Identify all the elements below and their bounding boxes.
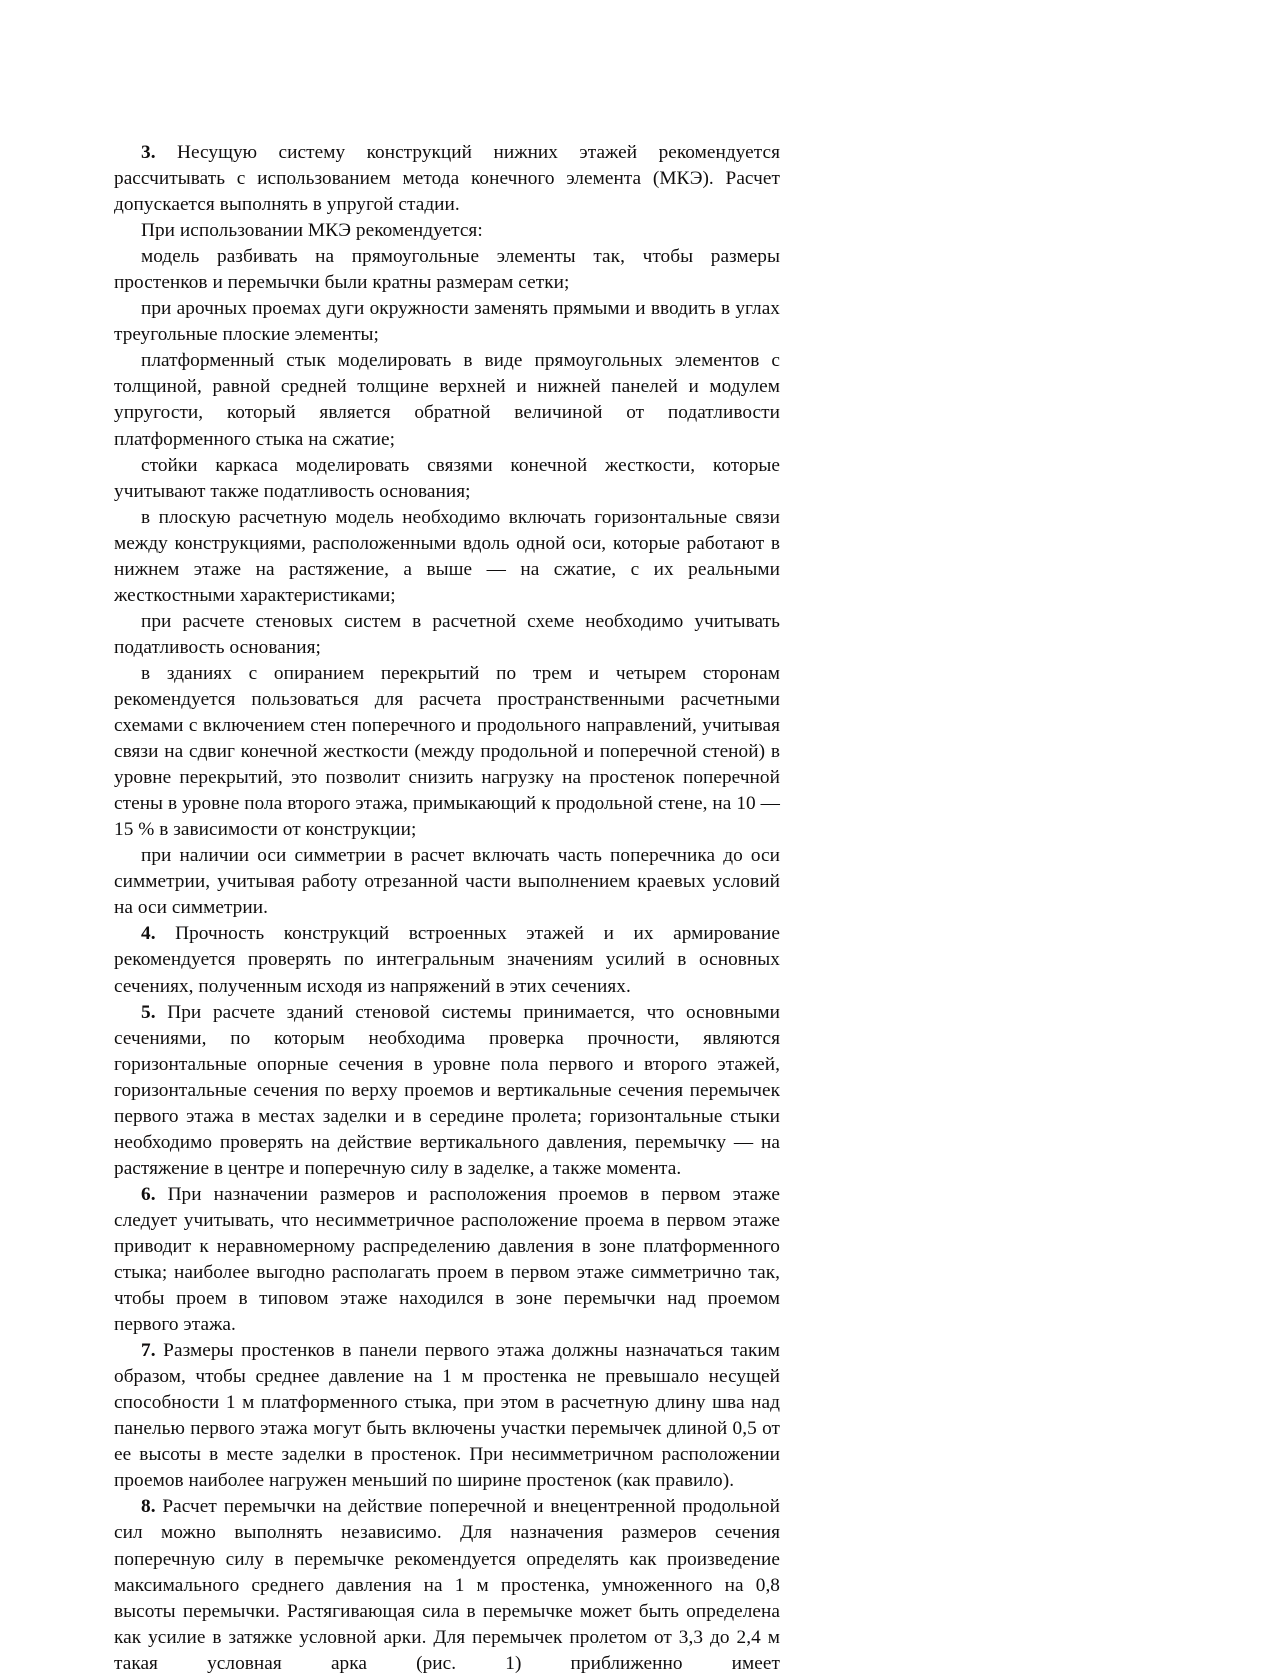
paragraph-horizontal-ties — [114, 505, 780, 609]
paragraph-arch-openings — [114, 296, 780, 348]
paragraph-body-frame-posts: стойки каркаса моделировать связями конечной жесткости, которые учитывают также податливость основания; — [114, 454, 780, 502]
paragraph-number-4: 4. — [141, 923, 156, 945]
paragraph-body-7: Размеры простенков в панели первого этажа должны назначаться таким образом, чтобы среднее давление на 1 м простенка не превышало несущей способности 1 м платформенного стыка, при этом в расчетную длину шва над панелью первого этажа могут быть включены участки перемычек длиной 0,5 от ее высоты в месте заделки в простенок. При несимметричном расположении проемов наиболее нагружен меньший по ширине простенок (как правило). — [114, 1340, 780, 1492]
document-text-column — [114, 140, 780, 1677]
paragraph-number-7: 7. — [141, 1340, 156, 1362]
paragraph-3 — [114, 140, 780, 218]
paragraph-number-3: 3. — [141, 142, 156, 163]
paragraph-7 — [114, 1338, 780, 1494]
paragraph-body-platform-joint: платформенный стык моделировать в виде прямоугольных элементов с толщиной, равной средней толщине верхней и нижней панелей и модулем упругости, который является обратной величиной от податливости платформенного стыка на сжатие; — [114, 350, 780, 450]
paragraph-5 — [114, 1000, 780, 1182]
paragraph-body-8: Расчет перемычки на действие поперечной и внецентренной продольной сил можно выполнять независимо. Для назначения размеров сечения поперечную силу в перемычке рекомендуется определять как произведение максимального среднего давления на 1 м простенка, умноженного на 0,8 высоты перемычки. Растягивающая сила в перемычке может быть определена как усилие в затяжке условной арки. Для перемычек пролетом от 3,3 до 2,4 м такая условная арка (рис. 1) приближенно имеет — [114, 1496, 780, 1674]
paragraph-platform-joint — [114, 348, 780, 452]
paragraph-6 — [114, 1182, 780, 1338]
paragraph-body-spatial-schemes: в зданиях с опиранием перекрытий по трем и четырем сторонам рекомендуется пользоваться для расчета пространственными расчетными схемами с включением стен поперечного и продольного направлений, учитывая связи на сдвиг конечной жесткости (между продольной и поперечной стеной) в уровне перекрытий, это позволит снизить нагрузку на простенок поперечной стены в уровне пола второго этажа, примыкающий к продольной стене, на 10 — 15 % в зависимости от конструкции; — [114, 662, 780, 841]
paragraph-symmetry-axis — [114, 843, 780, 921]
paragraph-body-5: При расчете зданий стеновой системы принимается, что основными сечениями, по которым необходима проверка прочности, являются горизонтальные опорные сечения в уровне пола первого и второго этажей, горизонтальные сечения по верху проемов и вертикальные сечения перемычек первого этажа в местах заделки и в середине пролета; горизонтальные стыки необходимо проверять на действие вертикального давления, перемычку — на растяжение в центре и поперечную силу в заделке, а также момента. — [114, 1001, 780, 1179]
paragraph-mke-intro — [114, 218, 780, 244]
paragraph-body-4: Прочность конструкций встроенных этажей и их армирование рекомендуется проверять по интегральным значениям усилий в основных сечениях, полученным исходя из напряжений в этих сечениях. — [114, 923, 780, 997]
paragraph-spatial-schemes — [114, 661, 780, 843]
paragraph-8 — [114, 1494, 780, 1676]
paragraph-model-grid — [114, 244, 780, 296]
paragraph-body-arch-openings: при арочных проемах дуги окружности заменять прямыми и вводить в углах треугольные плоские элементы; — [114, 298, 780, 346]
paragraph-body-wall-systems: при расчете стеновых систем в расчетной схеме необходимо учитывать податливость основания; — [114, 610, 780, 658]
paragraph-body-3: Несущую систему конструкций нижних этажей рекомендуется рассчитывать с использованием метода конечного элемента (МКЭ). Расчет допускается выполнять в упругой стадии. — [114, 142, 780, 216]
paragraph-body-mke-intro: При использовании МКЭ рекомендуется: — [141, 220, 483, 242]
paragraph-frame-posts — [114, 453, 780, 505]
paragraph-number-8: 8. — [141, 1496, 156, 1518]
paragraph-body-horizontal-ties: в плоскую расчетную модель необходимо включать горизонтальные связи между конструкциями, расположенными вдоль одной оси, которые работают в нижнем этаже на растяжение, а выше — на сжатие, с их реальными жесткостными характеристиками; — [114, 506, 780, 606]
paragraph-body-6: При назначении размеров и расположения проемов в первом этаже следует учитывать, что несимметричное расположение проема в первом этаже приводит к неравномерному распределению давления в зоне платформенного стыка; наиболее выгодно располагать проем в первом этаже симметрично так, чтобы проем в типовом этаже находился в зоне перемычки над проемом первого этажа. — [114, 1183, 780, 1336]
paragraph-body-model-grid: модель разбивать на прямоугольные элементы так, чтобы размеры простенков и перемычки были кратны размерам сетки; — [114, 246, 780, 294]
paragraph-wall-systems — [114, 609, 780, 661]
paragraph-body-symmetry-axis: при наличии оси симметрии в расчет включать часть поперечника до оси симметрии, учитывая работу отрезанной части выполнением краевых условий на оси симметрии. — [114, 845, 780, 919]
paragraph-number-5: 5. — [141, 1001, 156, 1023]
paragraph-number-6: 6. — [141, 1183, 156, 1205]
paragraph-4 — [114, 921, 780, 999]
